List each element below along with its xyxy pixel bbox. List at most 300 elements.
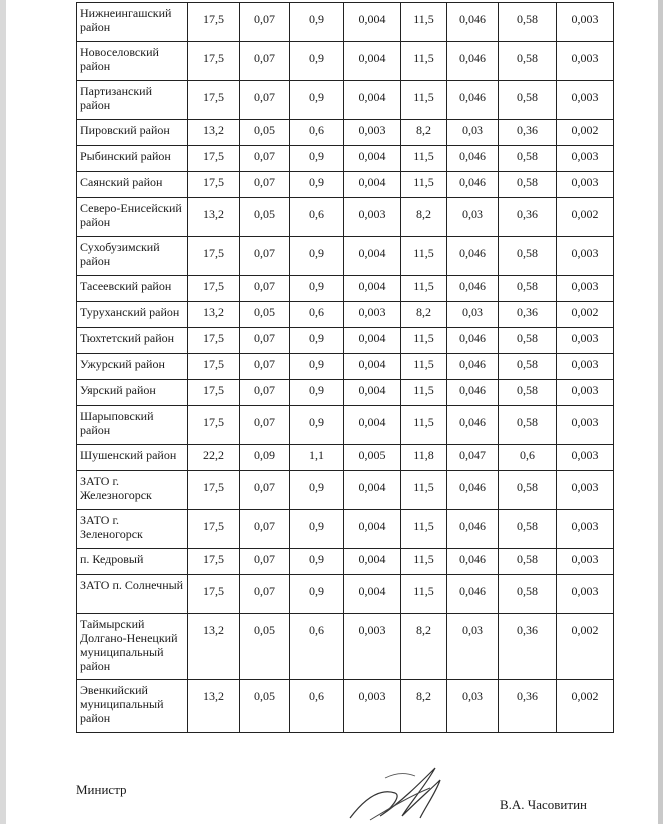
value-cell (240, 172, 290, 198)
value-text: 0,58 (517, 331, 538, 345)
value-cell (447, 575, 499, 614)
value-text: 0,09 (254, 448, 275, 462)
value-cell (447, 172, 499, 198)
value-cell (290, 445, 344, 471)
value-text: 0,002 (571, 305, 599, 319)
value-text: 0,03 (462, 689, 483, 703)
value-cell (557, 172, 614, 198)
value-cell (188, 406, 240, 445)
value-cell (447, 614, 499, 680)
value-text: 13,2 (203, 123, 224, 137)
value-cell (401, 198, 447, 237)
value-cell (557, 146, 614, 172)
value-cell (240, 680, 290, 733)
value-text: 0,9 (309, 584, 324, 598)
value-cell (344, 380, 401, 406)
value-cell (240, 406, 290, 445)
value-text: 0,36 (517, 305, 538, 319)
table-row (77, 380, 614, 406)
value-text: 0,05 (254, 123, 275, 137)
value-text: 11,5 (413, 331, 434, 345)
value-cell (447, 42, 499, 81)
value-text: 0,05 (254, 623, 275, 637)
value-cell (499, 172, 557, 198)
scan-edge-right (658, 0, 663, 824)
value-text: 0,046 (459, 519, 486, 533)
value-cell (557, 614, 614, 680)
district-name-cell: Ужурский район (77, 354, 188, 380)
value-text: 0,36 (517, 689, 538, 703)
value-text: 0,9 (309, 519, 324, 533)
value-text: 0,58 (517, 246, 538, 260)
value-text: 0,002 (571, 123, 599, 137)
value-text: 11,5 (413, 584, 434, 598)
value-text: 0,9 (309, 175, 324, 189)
value-cell (447, 510, 499, 549)
value-cell (188, 198, 240, 237)
value-text: 0,9 (309, 279, 324, 293)
value-text: 0,58 (517, 279, 538, 293)
value-text: 0,002 (571, 689, 599, 703)
district-name-cell: Шушенский район (77, 445, 188, 471)
value-text: 0,05 (254, 305, 275, 319)
value-text: 0,58 (517, 480, 538, 494)
value-text: 8,2 (416, 689, 431, 703)
value-cell (290, 354, 344, 380)
value-cell (240, 81, 290, 120)
value-text: 0,58 (517, 519, 538, 533)
value-text: 8,2 (416, 305, 431, 319)
value-cell (557, 120, 614, 146)
value-cell (344, 549, 401, 575)
table-row (77, 237, 614, 276)
value-cell (401, 302, 447, 328)
value-text: 0,05 (254, 207, 275, 221)
value-text: 17,5 (203, 246, 224, 260)
value-text: 17,5 (203, 12, 224, 26)
district-name-cell: ЗАТО п. Солнечный (77, 575, 188, 614)
value-cell (344, 575, 401, 614)
value-text: 0,004 (358, 149, 386, 163)
value-text: 11,5 (413, 279, 434, 293)
value-cell (188, 172, 240, 198)
value-text: 0,046 (459, 149, 486, 163)
value-text: 0,002 (571, 623, 599, 637)
value-cell (188, 380, 240, 406)
value-cell (401, 354, 447, 380)
value-cell (344, 302, 401, 328)
value-cell (240, 380, 290, 406)
value-text: 0,58 (517, 415, 538, 429)
value-text: 0,6 (309, 305, 324, 319)
value-text: 17,5 (203, 279, 224, 293)
value-text: 17,5 (203, 331, 224, 345)
value-text: 0,58 (517, 552, 538, 566)
value-text: 0,003 (358, 305, 386, 319)
value-cell (557, 680, 614, 733)
district-name-cell: ЗАТО г. Железногорск (77, 471, 188, 510)
value-cell (188, 510, 240, 549)
value-text: 0,6 (309, 123, 324, 137)
value-cell (290, 614, 344, 680)
value-text: 0,003 (571, 90, 599, 104)
value-cell (401, 380, 447, 406)
table-row (77, 328, 614, 354)
value-cell (240, 575, 290, 614)
value-cell (499, 549, 557, 575)
value-cell (188, 81, 240, 120)
value-text: 0,046 (459, 331, 486, 345)
value-text: 0,004 (358, 246, 386, 260)
value-text: 17,5 (203, 90, 224, 104)
table-row (77, 172, 614, 198)
scan-edge-left (0, 0, 6, 824)
value-text: 0,046 (459, 90, 486, 104)
table-row (77, 120, 614, 146)
value-text: 0,046 (459, 552, 486, 566)
value-cell (499, 146, 557, 172)
value-text: 17,5 (203, 415, 224, 429)
value-text: 11,5 (413, 415, 434, 429)
value-text: 0,003 (571, 383, 599, 397)
value-cell (401, 3, 447, 42)
value-text: 0,004 (358, 584, 386, 598)
value-text: 0,046 (459, 246, 486, 260)
value-text: 0,58 (517, 584, 538, 598)
value-cell (290, 198, 344, 237)
value-text: 0,05 (254, 689, 275, 703)
value-text: 0,046 (459, 175, 486, 189)
value-cell (499, 680, 557, 733)
value-cell (344, 237, 401, 276)
value-cell (447, 445, 499, 471)
minister-name: В.А. Часовитин (500, 797, 587, 812)
value-cell (188, 42, 240, 81)
value-cell (240, 614, 290, 680)
value-cell (499, 198, 557, 237)
value-cell (290, 471, 344, 510)
district-name-cell: Тюхтетский район (77, 328, 188, 354)
value-cell (557, 471, 614, 510)
value-cell (240, 198, 290, 237)
value-cell (557, 81, 614, 120)
value-cell (290, 549, 344, 575)
value-text: 0,005 (358, 448, 386, 462)
emissions-table (76, 2, 614, 733)
value-text: 0,9 (309, 415, 324, 429)
value-cell (401, 406, 447, 445)
value-text: 8,2 (416, 623, 431, 637)
value-cell (447, 120, 499, 146)
value-text: 0,07 (254, 552, 275, 566)
district-name-cell: Северо-Енисейский район (77, 198, 188, 237)
district-name-cell: Партизанский район (77, 81, 188, 120)
value-text: 0,003 (571, 357, 599, 371)
value-cell (557, 406, 614, 445)
value-text: 0,07 (254, 584, 275, 598)
value-text: 0,9 (309, 552, 324, 566)
value-cell (401, 81, 447, 120)
value-text: 13,2 (203, 207, 224, 221)
value-text: 0,36 (517, 207, 538, 221)
table-body (77, 3, 614, 733)
value-cell (499, 328, 557, 354)
value-text: 0,9 (309, 357, 324, 371)
value-cell (499, 445, 557, 471)
value-cell (188, 3, 240, 42)
minister-title: Министр (76, 782, 127, 797)
value-text: 0,58 (517, 51, 538, 65)
value-text: 0,003 (571, 448, 599, 462)
value-cell (290, 276, 344, 302)
value-text: 0,9 (309, 331, 324, 345)
district-name-cell: Рыбинский район (77, 146, 188, 172)
value-cell (290, 302, 344, 328)
value-text: 0,004 (358, 175, 386, 189)
value-cell (344, 3, 401, 42)
value-text: 0,004 (358, 90, 386, 104)
district-name-cell: Саянский район (77, 172, 188, 198)
value-text: 11,5 (413, 90, 434, 104)
value-cell (240, 510, 290, 549)
value-cell (401, 120, 447, 146)
value-cell (290, 81, 344, 120)
value-cell (401, 680, 447, 733)
value-cell (447, 81, 499, 120)
value-text: 17,5 (203, 584, 224, 598)
table-row (77, 42, 614, 81)
value-cell (240, 549, 290, 575)
value-text: 0,004 (358, 415, 386, 429)
table-row (77, 549, 614, 575)
value-text: 0,003 (571, 175, 599, 189)
value-cell (240, 445, 290, 471)
value-cell (557, 276, 614, 302)
value-text: 0,58 (517, 149, 538, 163)
value-cell (401, 42, 447, 81)
value-cell (447, 302, 499, 328)
value-cell (188, 575, 240, 614)
value-cell (557, 237, 614, 276)
value-cell (290, 172, 344, 198)
district-name-cell: ЗАТО г. Зеленогорск (77, 510, 188, 549)
value-text: 17,5 (203, 519, 224, 533)
value-cell (188, 445, 240, 471)
value-text: 11,5 (413, 149, 434, 163)
value-text: 0,07 (254, 480, 275, 494)
value-cell (240, 146, 290, 172)
value-cell (447, 198, 499, 237)
value-text: 0,003 (571, 12, 599, 26)
value-cell (188, 276, 240, 302)
value-text: 0,6 (309, 207, 324, 221)
table-row (77, 3, 614, 42)
table-row (77, 302, 614, 328)
value-cell (557, 302, 614, 328)
table-row (77, 471, 614, 510)
value-cell (344, 146, 401, 172)
value-text: 0,046 (459, 415, 486, 429)
value-text: 0,36 (517, 123, 538, 137)
value-cell (401, 172, 447, 198)
value-text: 0,58 (517, 90, 538, 104)
value-cell (290, 575, 344, 614)
value-text: 0,6 (520, 448, 535, 462)
value-text: 0,9 (309, 149, 324, 163)
value-text: 0,046 (459, 383, 486, 397)
value-cell (447, 380, 499, 406)
value-text: 0,004 (358, 480, 386, 494)
value-text: 0,003 (571, 246, 599, 260)
value-text: 0,03 (462, 207, 483, 221)
value-text: 0,9 (309, 12, 324, 26)
value-text: 0,003 (571, 51, 599, 65)
value-cell (447, 3, 499, 42)
value-text: 22,2 (203, 448, 224, 462)
value-cell (240, 328, 290, 354)
value-text: 0,07 (254, 279, 275, 293)
value-cell (401, 237, 447, 276)
value-cell (401, 614, 447, 680)
value-text: 11,5 (413, 246, 434, 260)
table-row (77, 146, 614, 172)
value-cell (240, 42, 290, 81)
value-text: 0,07 (254, 12, 275, 26)
district-name-cell: Тасеевский район (77, 276, 188, 302)
value-text: 0,046 (459, 584, 486, 598)
value-text: 0,9 (309, 383, 324, 397)
value-cell (499, 81, 557, 120)
value-cell (344, 614, 401, 680)
value-text: 0,004 (358, 552, 386, 566)
value-text: 0,004 (358, 383, 386, 397)
value-text: 0,003 (571, 480, 599, 494)
value-cell (499, 302, 557, 328)
value-cell (447, 146, 499, 172)
signature-icon (340, 758, 480, 824)
value-cell (188, 146, 240, 172)
value-cell (188, 354, 240, 380)
value-text: 0,046 (459, 480, 486, 494)
value-text: 0,003 (571, 519, 599, 533)
value-cell (499, 614, 557, 680)
value-cell (188, 237, 240, 276)
table-row (77, 198, 614, 237)
value-text: 0,07 (254, 357, 275, 371)
value-text: 0,004 (358, 51, 386, 65)
value-cell (344, 198, 401, 237)
value-cell (344, 354, 401, 380)
value-cell (344, 120, 401, 146)
value-text: 0,9 (309, 90, 324, 104)
value-text: 0,03 (462, 123, 483, 137)
value-text: 17,5 (203, 149, 224, 163)
value-cell (499, 406, 557, 445)
value-text: 0,047 (459, 448, 486, 462)
value-text: 0,046 (459, 279, 486, 293)
value-text: 8,2 (416, 207, 431, 221)
value-text: 0,07 (254, 90, 275, 104)
table-row (77, 680, 614, 733)
value-cell (499, 380, 557, 406)
value-text: 0,046 (459, 12, 486, 26)
value-text: 17,5 (203, 51, 224, 65)
value-cell (499, 471, 557, 510)
value-text: 8,2 (416, 123, 431, 137)
value-cell (188, 328, 240, 354)
value-text: 0,07 (254, 149, 275, 163)
value-text: 11,5 (413, 480, 434, 494)
table-row (77, 354, 614, 380)
value-text: 11,5 (413, 175, 434, 189)
value-text: 0,6 (309, 623, 324, 637)
table-row (77, 445, 614, 471)
value-cell (240, 120, 290, 146)
value-cell (344, 81, 401, 120)
value-cell (401, 328, 447, 354)
value-text: 0,004 (358, 519, 386, 533)
value-cell (499, 237, 557, 276)
value-text: 0,58 (517, 175, 538, 189)
value-cell (499, 575, 557, 614)
district-name-cell: Новоселовский район (77, 42, 188, 81)
value-cell (290, 328, 344, 354)
value-cell (401, 575, 447, 614)
value-cell (290, 380, 344, 406)
value-cell (401, 276, 447, 302)
value-text: 11,5 (413, 552, 434, 566)
value-text: 0,58 (517, 12, 538, 26)
district-name-cell: Сухобузимский район (77, 237, 188, 276)
value-text: 0,003 (358, 623, 386, 637)
value-text: 0,07 (254, 415, 275, 429)
value-text: 11,5 (413, 51, 434, 65)
value-cell (290, 120, 344, 146)
value-text: 0,07 (254, 175, 275, 189)
value-text: 17,5 (203, 357, 224, 371)
value-cell (557, 42, 614, 81)
value-cell (499, 42, 557, 81)
value-cell (290, 3, 344, 42)
value-text: 0,9 (309, 480, 324, 494)
value-text: 11,5 (413, 12, 434, 26)
value-cell (188, 471, 240, 510)
value-cell (344, 471, 401, 510)
value-cell (447, 276, 499, 302)
value-cell (240, 3, 290, 42)
table-row (77, 81, 614, 120)
value-cell (557, 575, 614, 614)
value-cell (344, 680, 401, 733)
value-cell (290, 406, 344, 445)
value-cell (344, 172, 401, 198)
value-cell (290, 237, 344, 276)
value-text: 0,07 (254, 246, 275, 260)
value-cell (557, 380, 614, 406)
district-name-cell: Уярский район (77, 380, 188, 406)
value-text: 17,5 (203, 175, 224, 189)
value-cell (290, 42, 344, 81)
table-row (77, 510, 614, 549)
value-cell (447, 549, 499, 575)
value-cell (188, 120, 240, 146)
value-cell (240, 237, 290, 276)
value-text: 0,03 (462, 623, 483, 637)
value-text: 0,9 (309, 51, 324, 65)
value-cell (499, 276, 557, 302)
value-text: 13,2 (203, 689, 224, 703)
value-text: 13,2 (203, 623, 224, 637)
